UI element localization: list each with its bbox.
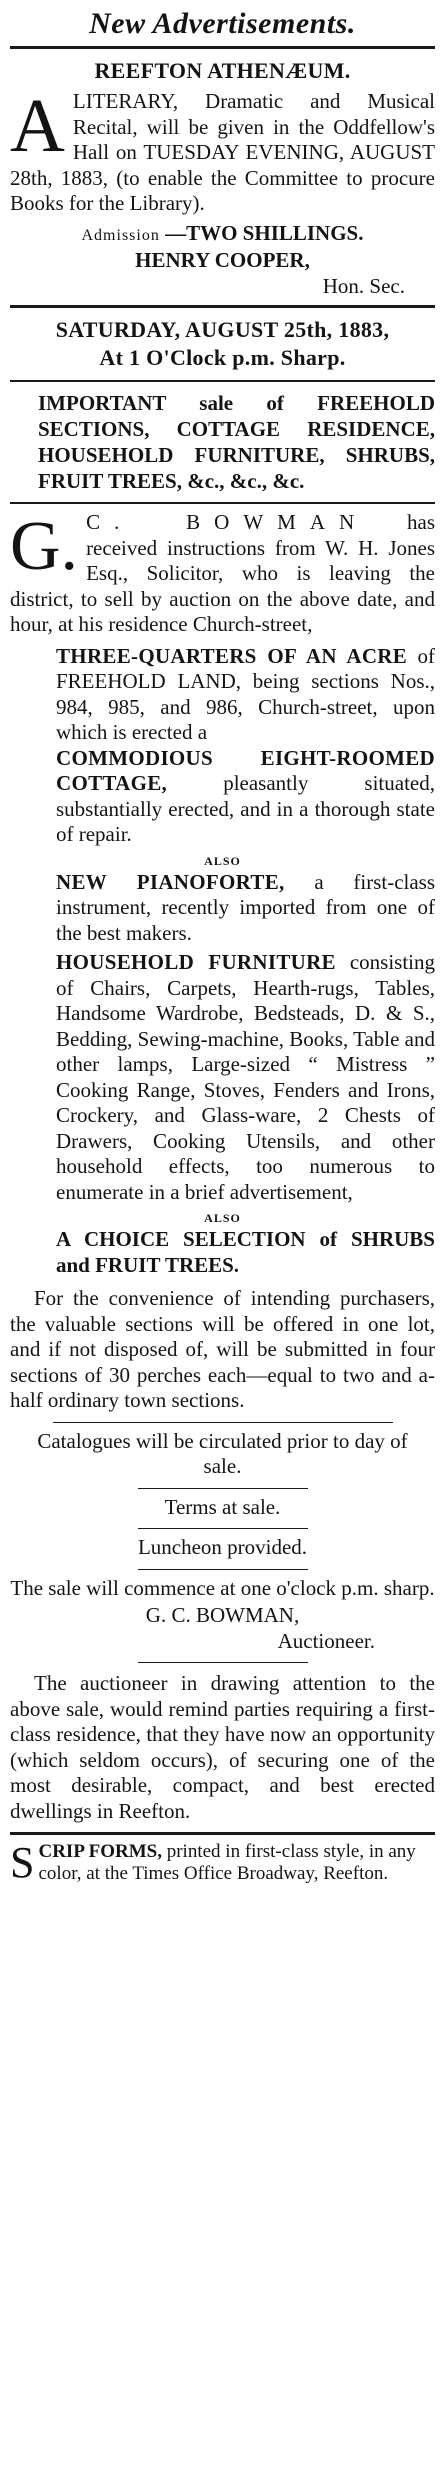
catalogues-line: Catalogues will be circulated prior to day of sale. (37, 1428, 408, 1478)
convenience-paragraph: For the convenience of intending purchasers, the valuable sections will be offered in one lot, and if not disposed of, will be submitted in four sections of 30 perches each—equal to two and a-half ordinary town sections. (10, 1286, 435, 1412)
item-body: pleasantly situated, substantially erected, and in a thorough state of repair. (56, 771, 435, 846)
auction-advertisement (10, 308, 435, 1824)
sale-item-land (56, 644, 435, 746)
admission-line (10, 221, 435, 249)
admission-label: Admission (81, 226, 160, 244)
sale-intro (10, 510, 435, 638)
drop-cap: G. (10, 508, 79, 585)
commence-line: The sale will commence at one o'clock p.m. sharp. (10, 1575, 435, 1600)
auctioneer-signature: G. C. BOWMAN, (145, 1603, 300, 1627)
drop-cap: S (10, 1838, 35, 1887)
scrip-heading: CRIP FORMS, (38, 1841, 162, 1862)
divider (138, 1569, 308, 1570)
athenaeum-advertisement (10, 49, 435, 299)
item-body: a first-class instrument, recently imported from one of the best makers. (56, 869, 436, 945)
also-label: ALSO (204, 1211, 241, 1225)
sale-item-piano (56, 870, 435, 947)
item-heading: THREE-QUARTERS OF AN ACRE (56, 643, 408, 668)
divider (53, 1422, 393, 1423)
item-heading: HOUSEHOLD FURNITURE (56, 950, 336, 974)
luncheon-line: Luncheon provided. (137, 1535, 308, 1559)
auctioneer-spaced-name: C. BOWMAN (86, 510, 369, 534)
advert-body (10, 84, 435, 217)
sale-item-furniture (56, 950, 435, 1205)
drop-cap: A (10, 84, 65, 168)
auctioneer-role: Auctioneer. (277, 1628, 375, 1653)
divider (138, 1662, 308, 1663)
sale-time: At 1 O'Clock p.m. Sharp. (99, 345, 346, 370)
item-heading: NEW PIANOFORTE, (56, 869, 285, 894)
item-body: of FREEHOLD LAND, being sections Nos., 984, 985, and 986, Church-street, upon which is erected a (56, 643, 435, 744)
divider (10, 380, 435, 382)
scrip-body: printed in first-class style, in any color, at the Times Office Broadway, Reefton. (38, 1841, 416, 1884)
sale-intro-text: has received instructions from W. H. Jones Esq., Solicitor, who is leaving the district, to sell by auction on the above date, and hour, at his residence Church-street, (10, 510, 435, 636)
scrip-advertisement (10, 1835, 435, 1885)
advert-body-text: LITERARY, Dramatic and Musical Recital, will be given in the Oddfellow's Hall on TUESDAY EVENING, AUGUST 28th, 1883, (to enable the Committee to procure Books for the Library). (10, 89, 435, 215)
divider (138, 1488, 308, 1489)
item-body: consisting of Chairs, Carpets, Hearth-rugs, Tables, Handsome Wardrobe, Bedsteads, D. & S., Bedding, Sewing-machine, Books, Table and other lamps, Large-sized “ Mistress ” Cooking Range, Stoves, Fenders and Irons, Crockery, and Glass-ware, 2 Chests of Drawers, Cooking Utensils, and other household effects, too numerous to enumerate in a brief advertisement, (56, 950, 436, 1204)
auctioneer-note: The auctioneer in drawing attention to the above sale, would remind parties requiring a first-class residence, that they have now an opportunity (which seldom occurs), of securing one of the most desirable, compact, and best erected dwellings in Reefton. (10, 1671, 435, 1823)
signer-name: HENRY COOPER, (135, 248, 310, 272)
divider (138, 1528, 308, 1529)
advert-title: REEFTON ATHENÆUM. (94, 58, 351, 83)
sale-date: SATURDAY, AUGUST 25th, 1883, (55, 317, 390, 342)
sale-item-cottage (56, 746, 435, 848)
also-label: ALSO (204, 853, 241, 868)
terms-line: Terms at sale. (164, 1494, 281, 1519)
divider (10, 502, 435, 504)
section-header: New Advertisements. (89, 7, 356, 40)
sale-headline: IMPORTANT sale of FREEHOLD SECTIONS, COTTAGE RESIDENCE, HOUSEHOLD FURNITURE, SHRUBS, FRUIT TREES, &c., &c., &c. (38, 391, 435, 493)
item-heading: COMMODIOUS EIGHT-ROOMED COTTAGE, (56, 745, 435, 795)
admission-value: —TWO SHILLINGS. (165, 220, 364, 245)
signer-role: Hon. Sec. (322, 273, 405, 298)
sale-item-shrubs: A CHOICE SELECTION of SHRUBS and FRUIT TREES. (56, 1227, 435, 1277)
